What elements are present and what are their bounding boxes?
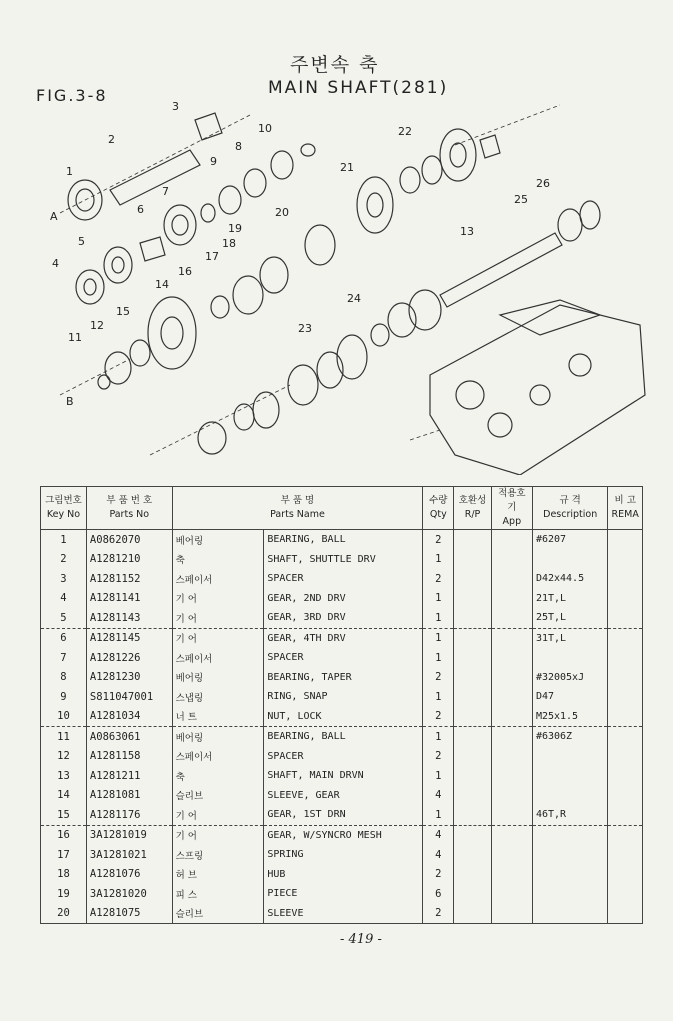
gear-part <box>357 177 393 233</box>
table-row <box>41 530 643 550</box>
key-no-cell: 11 <box>41 727 87 747</box>
key-no-cell: 6 <box>41 628 87 648</box>
description-cell: #32005xJ <box>532 668 607 688</box>
table-row <box>41 805 643 825</box>
app-cell <box>491 569 532 589</box>
part-number-cell: A1281211 <box>86 766 172 786</box>
table-row <box>41 648 643 668</box>
qty-cell: 2 <box>423 668 454 688</box>
table-row <box>41 786 643 806</box>
korean-name-cell: 기 어 <box>172 825 264 845</box>
table-row <box>41 825 643 845</box>
qty-cell: 2 <box>423 904 454 924</box>
part-number-cell: A1281075 <box>86 904 172 924</box>
qty-cell: 2 <box>423 530 454 550</box>
callout-label: 26 <box>536 177 550 190</box>
app-cell <box>491 825 532 845</box>
col-remarks: 비 고 REMA <box>608 487 643 530</box>
korean-name-cell: 스냅링 <box>172 687 264 707</box>
part-name-cell: SLEEVE <box>264 904 423 924</box>
part-name-cell: GEAR, 2ND DRV <box>264 589 423 609</box>
callout-label: 4 <box>52 257 59 270</box>
table-row <box>41 845 643 865</box>
key-no-cell: 12 <box>41 747 87 767</box>
part-name-cell: SHAFT, SHUTTLE DRV <box>264 550 423 570</box>
callout-label: 18 <box>222 237 236 250</box>
table-row <box>41 865 643 885</box>
rp-cell <box>454 825 491 845</box>
app-cell <box>491 589 532 609</box>
col-app: 적용호기 App <box>491 487 532 530</box>
korean-name-cell: 기 어 <box>172 589 264 609</box>
key-no-cell: 20 <box>41 904 87 924</box>
key-no-cell: 18 <box>41 865 87 885</box>
callout-label: B <box>66 395 74 408</box>
rp-cell <box>454 628 491 648</box>
col-key-no: 그림번호 Key No <box>41 487 87 530</box>
part-number-cell: A1281145 <box>86 628 172 648</box>
korean-name-cell: 너 트 <box>172 707 264 727</box>
app-cell <box>491 727 532 747</box>
remarks-cell <box>608 668 643 688</box>
callout-label: 14 <box>155 278 169 291</box>
remarks-cell <box>608 707 643 727</box>
table-row <box>41 608 643 628</box>
remarks-cell <box>608 786 643 806</box>
remarks-cell <box>608 628 643 648</box>
description-cell: 25T,L <box>532 608 607 628</box>
part-name-cell: NUT, LOCK <box>264 707 423 727</box>
app-cell <box>491 707 532 727</box>
callout-label: 11 <box>68 331 82 344</box>
remarks-cell <box>608 569 643 589</box>
korean-name-cell: 기 어 <box>172 608 264 628</box>
app-cell <box>491 904 532 924</box>
col-parts-name: 부 품 명 Parts Name <box>172 487 423 530</box>
remarks-cell <box>608 825 643 845</box>
part-name-cell: SPRING <box>264 845 423 865</box>
callout-label: 24 <box>347 292 361 305</box>
gear-part <box>164 205 196 245</box>
table-row <box>41 628 643 648</box>
description-cell: #6207 <box>532 530 607 550</box>
part-name-cell: GEAR, W/SYNCRO MESH <box>264 825 423 845</box>
col-qty: 수량 Qty <box>423 487 454 530</box>
callout-label: 19 <box>228 222 242 235</box>
key-no-cell: 17 <box>41 845 87 865</box>
page-title-korean: 주변속 축 <box>290 54 380 76</box>
app-cell <box>491 687 532 707</box>
first-driven-gear <box>148 297 196 369</box>
table-row <box>41 668 643 688</box>
rp-cell <box>454 865 491 885</box>
app-cell <box>491 608 532 628</box>
callout-label: 6 <box>137 203 144 216</box>
description-cell <box>532 747 607 767</box>
qty-cell: 4 <box>423 825 454 845</box>
callout-label: 9 <box>210 155 217 168</box>
description-cell <box>532 904 607 924</box>
part-number-cell: 3A1281019 <box>86 825 172 845</box>
parts-list-table <box>40 486 643 924</box>
rp-cell <box>454 569 491 589</box>
key-no-cell: 10 <box>41 707 87 727</box>
table-row <box>41 707 643 727</box>
callout-label: 8 <box>235 140 242 153</box>
rp-cell <box>454 904 491 924</box>
key-no-cell: 7 <box>41 648 87 668</box>
app-cell <box>491 628 532 648</box>
korean-name-cell: 스페이서 <box>172 747 264 767</box>
qty-cell: 2 <box>423 707 454 727</box>
table-row <box>41 884 643 904</box>
app-cell <box>491 766 532 786</box>
app-cell <box>491 884 532 904</box>
qty-cell: 1 <box>423 589 454 609</box>
remarks-cell <box>608 589 643 609</box>
callout-label: 7 <box>162 185 169 198</box>
rp-cell <box>454 766 491 786</box>
qty-cell: 2 <box>423 569 454 589</box>
callout-label: 1 <box>66 165 73 178</box>
remarks-cell <box>608 865 643 885</box>
qty-cell: 1 <box>423 805 454 825</box>
description-cell: #6306Z <box>532 727 607 747</box>
part-number-cell: A0863061 <box>86 727 172 747</box>
key-no-cell: 8 <box>41 668 87 688</box>
part-number-cell: 3A1281021 <box>86 845 172 865</box>
col-parts-no: 부 품 번 호 Parts No <box>86 487 172 530</box>
rp-cell <box>454 648 491 668</box>
table-row <box>41 687 643 707</box>
remarks-cell <box>608 687 643 707</box>
callout-label: 3 <box>172 100 179 113</box>
korean-name-cell: 스페이서 <box>172 648 264 668</box>
callout-label: 20 <box>275 206 289 219</box>
table-row <box>41 747 643 767</box>
rp-cell <box>454 608 491 628</box>
part-number-cell: A1281143 <box>86 608 172 628</box>
page-title: MAIN SHAFT(281) <box>268 78 449 98</box>
key-no-cell: 2 <box>41 550 87 570</box>
rp-cell <box>454 589 491 609</box>
col-description: 규 격 Description <box>532 487 607 530</box>
app-cell <box>491 530 532 550</box>
table-row <box>41 904 643 924</box>
app-cell <box>491 805 532 825</box>
korean-name-cell: 베어링 <box>172 530 264 550</box>
korean-name-cell: 허 브 <box>172 865 264 885</box>
description-cell <box>532 825 607 845</box>
remarks-cell <box>608 805 643 825</box>
callout-label: 21 <box>340 161 354 174</box>
remarks-cell <box>608 648 643 668</box>
remarks-cell <box>608 727 643 747</box>
transmission-case <box>430 305 645 475</box>
korean-name-cell: 축 <box>172 550 264 570</box>
part-name-cell: SPACER <box>264 747 423 767</box>
part-number-cell: A1281152 <box>86 569 172 589</box>
qty-cell: 1 <box>423 648 454 668</box>
app-cell <box>491 865 532 885</box>
app-cell <box>491 648 532 668</box>
qty-cell: 1 <box>423 766 454 786</box>
rp-cell <box>454 530 491 550</box>
key-no-cell: 16 <box>41 825 87 845</box>
qty-cell: 4 <box>423 845 454 865</box>
rp-cell <box>454 805 491 825</box>
part-name-cell: HUB <box>264 865 423 885</box>
part-name-cell: SHAFT, MAIN DRVN <box>264 766 423 786</box>
remarks-cell <box>608 747 643 767</box>
description-cell: 31T,L <box>532 628 607 648</box>
rp-cell <box>454 747 491 767</box>
table-row <box>41 569 643 589</box>
remarks-cell <box>608 608 643 628</box>
qty-cell: 2 <box>423 747 454 767</box>
rp-cell <box>454 668 491 688</box>
rp-cell <box>454 687 491 707</box>
korean-name-cell: 스프링 <box>172 845 264 865</box>
description-cell <box>532 845 607 865</box>
description-cell <box>532 648 607 668</box>
part-name-cell: BEARING, BALL <box>264 727 423 747</box>
qty-cell: 6 <box>423 884 454 904</box>
col-rp: 호환성 R/P <box>454 487 491 530</box>
main-driven-shaft <box>440 233 562 307</box>
part-number-cell: A1281081 <box>86 786 172 806</box>
callout-label: 22 <box>398 125 412 138</box>
figure-label: FIG.3-8 <box>36 86 108 105</box>
key-no-cell: 19 <box>41 884 87 904</box>
description-cell <box>532 766 607 786</box>
description-cell <box>532 550 607 570</box>
rp-cell <box>454 845 491 865</box>
qty-cell: 1 <box>423 687 454 707</box>
remarks-cell <box>608 530 643 550</box>
part-number-cell: A1281176 <box>86 805 172 825</box>
part-number-cell: A1281158 <box>86 747 172 767</box>
callout-label: 15 <box>116 305 130 318</box>
part-number-cell: A1281226 <box>86 648 172 668</box>
callout-label: A <box>50 210 58 223</box>
exploded-view-diagram <box>0 95 673 475</box>
app-cell <box>491 845 532 865</box>
remarks-cell <box>608 904 643 924</box>
callout-label: 23 <box>298 322 312 335</box>
key-no-cell: 15 <box>41 805 87 825</box>
part-name-cell: SPACER <box>264 569 423 589</box>
key-no-cell: 13 <box>41 766 87 786</box>
key-no-cell: 5 <box>41 608 87 628</box>
callout-label: 13 <box>460 225 474 238</box>
part-number-cell: A1281141 <box>86 589 172 609</box>
app-cell <box>491 786 532 806</box>
callout-label: 12 <box>90 319 104 332</box>
rp-cell <box>454 786 491 806</box>
remarks-cell <box>608 845 643 865</box>
callout-label: 17 <box>205 250 219 263</box>
table-row <box>41 550 643 570</box>
remarks-cell <box>608 884 643 904</box>
callout-label: 5 <box>78 235 85 248</box>
app-cell <box>491 747 532 767</box>
korean-name-cell: 슬리브 <box>172 786 264 806</box>
qty-cell: 1 <box>423 727 454 747</box>
part-name-cell: SLEEVE, GEAR <box>264 786 423 806</box>
shuttle-drive-shaft <box>110 150 200 205</box>
part-name-cell: PIECE <box>264 884 423 904</box>
qty-cell: 2 <box>423 865 454 885</box>
korean-name-cell: 베어링 <box>172 727 264 747</box>
callout-label: 25 <box>514 193 528 206</box>
key-no-cell: 1 <box>41 530 87 550</box>
part-name-cell: BEARING, BALL <box>264 530 423 550</box>
qty-cell: 4 <box>423 786 454 806</box>
description-cell: 46T,R <box>532 805 607 825</box>
rp-cell <box>454 550 491 570</box>
part-name-cell: GEAR, 1ST DRN <box>264 805 423 825</box>
korean-name-cell: 베어링 <box>172 668 264 688</box>
korean-name-cell: 축 <box>172 766 264 786</box>
page-number: - 419 - <box>340 932 382 947</box>
part-number-cell: 3A1281020 <box>86 884 172 904</box>
description-cell <box>532 865 607 885</box>
part-number-cell: A1281034 <box>86 707 172 727</box>
table-row <box>41 589 643 609</box>
korean-name-cell: 슬리브 <box>172 904 264 924</box>
table-row <box>41 727 643 747</box>
description-cell <box>532 884 607 904</box>
key-no-cell: 14 <box>41 786 87 806</box>
remarks-cell <box>608 766 643 786</box>
description-cell: D47 <box>532 687 607 707</box>
part-name-cell: RING, SNAP <box>264 687 423 707</box>
qty-cell: 1 <box>423 608 454 628</box>
description-cell: D42x44.5 <box>532 569 607 589</box>
part-number-cell: A1281210 <box>86 550 172 570</box>
rp-cell <box>454 884 491 904</box>
part-number-cell: A1281076 <box>86 865 172 885</box>
callout-label: 2 <box>108 133 115 146</box>
part-name-cell: BEARING, TAPER <box>264 668 423 688</box>
table-row <box>41 766 643 786</box>
description-cell: 21T,L <box>532 589 607 609</box>
qty-cell: 1 <box>423 628 454 648</box>
part-name-cell: GEAR, 4TH DRV <box>264 628 423 648</box>
app-cell <box>491 550 532 570</box>
table-header-row <box>41 487 643 530</box>
qty-cell: 1 <box>423 550 454 570</box>
korean-name-cell: 스페이서 <box>172 569 264 589</box>
description-cell: M25x1.5 <box>532 707 607 727</box>
callout-label: 16 <box>178 265 192 278</box>
key-no-cell: 4 <box>41 589 87 609</box>
part-name-cell: GEAR, 3RD DRV <box>264 608 423 628</box>
rp-cell <box>454 727 491 747</box>
description-cell <box>532 786 607 806</box>
app-cell <box>491 668 532 688</box>
korean-name-cell: 기 어 <box>172 805 264 825</box>
korean-name-cell: 기 어 <box>172 628 264 648</box>
gear-part <box>440 129 476 181</box>
part-number-cell: A1281230 <box>86 668 172 688</box>
rp-cell <box>454 707 491 727</box>
callout-label: 10 <box>258 122 272 135</box>
part-number-cell: S811047001 <box>86 687 172 707</box>
remarks-cell <box>608 550 643 570</box>
key-no-cell: 3 <box>41 569 87 589</box>
key-no-cell: 9 <box>41 687 87 707</box>
korean-name-cell: 피 스 <box>172 884 264 904</box>
part-number-cell: A0862070 <box>86 530 172 550</box>
part-name-cell: SPACER <box>264 648 423 668</box>
